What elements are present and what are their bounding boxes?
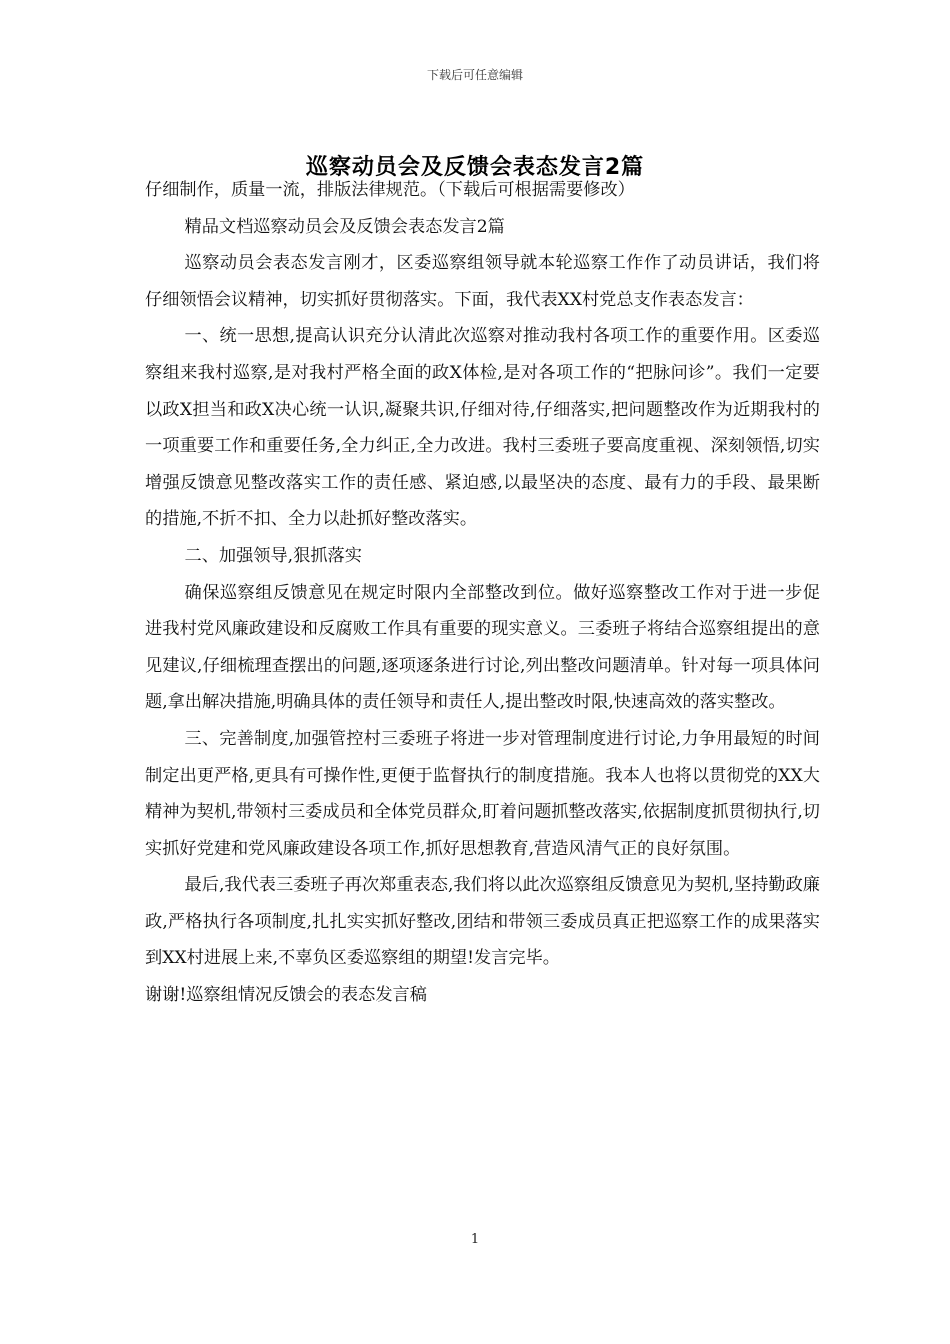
body-paragraph-intro: 巡察动员会表态发言刚才，区委巡察组领导就本轮巡察工作作了动员讲话，我们将仔细领悟会议精神，切实抓好贯彻落实。下面，我代表XX村党总支作表态发言： [145, 253, 820, 310]
page-number: 1 [470, 1232, 480, 1247]
body-paragraph-closing: 最后,我代表三委班子再次郑重表态,我们将以此次巡察组反馈意见为契机,坚持勤政廉政,严格执行各项制度,扎扎实实抓好整改,团结和带领三委成员真正把巡察工作的成果落实到XX村进展上来,不辜负区委巡察组的期望!发言完毕。 [145, 875, 820, 969]
body-paragraph-section-one: 一、统一思想,提高认识充分认清此次巡察对推动我村各项工作的重要作用。区委巡察组来我村巡察,是对我村严格全面的政X体检,是对各项工作的“把脉问诊”。我们一定要以政X担当和政X决心统一认识,凝聚共识,仔细对待,仔细落实,把问题整改作为近期我村的一项重要工作和重要任务,全力纠正,全力改进。我村三委班子要高度重视、深刻领悟,切实增强反馈意见整改落实工作的责任感、紧迫感,以最坚决的态度、最有力的手段、最果断的措施,不折不扣、全力以赴抓好整改落实。 [145, 326, 820, 530]
header-note: 下载后可任意编辑 [426, 68, 523, 82]
body-paragraph-thanks: 谢谢!巡察组情况反馈会的表态发言稿 [145, 985, 427, 1006]
body-paragraph-section-three: 三、完善制度,加强管控村三委班子将进一步对管理制度进行讨论,力争用最短的时间制定出更严格,更具有可操作性,更便于监督执行的制度措施。我本人也将以贯彻党的XX大精神为契机,带领村三委成员和全体党员群众,盯着问题抓整改落实,依据制度抓贯彻执行,切实抓好党建和党风廉政建设各项工作,抓好思想教育,营造风清气正的良好氛围。 [145, 728, 820, 859]
body-paragraph-subtitle: 精品文档巡察动员会及反馈会表态发言2篇 [184, 216, 505, 237]
body-paragraph-section-two: 确保巡察组反馈意见在规定时限内全部整改到位。做好巡察整改工作对于进一步促进我村党风廉政建设和反腐败工作具有重要的现实意义。三委班子将结合巡察组提出的意见建议,仔细梳理查摆出的问题,逐项逐条进行讨论,列出整改问题清单。针对每一项具体问题,拿出解决措施,明确具体的责任领导和责任人,提出整改时限,快速高效的落实整改。 [145, 582, 820, 713]
body-paragraph-quality-note: 仔细制作，质量一流，排版法律规范。（下载后可根据需要修改） [145, 180, 635, 200]
document-title: 巡察动员会及反馈会表态发言2篇 [305, 155, 645, 180]
document-body [145, 172, 820, 1014]
body-paragraph-section-two-heading: 二、加强领导,狠抓落实 [184, 545, 362, 566]
